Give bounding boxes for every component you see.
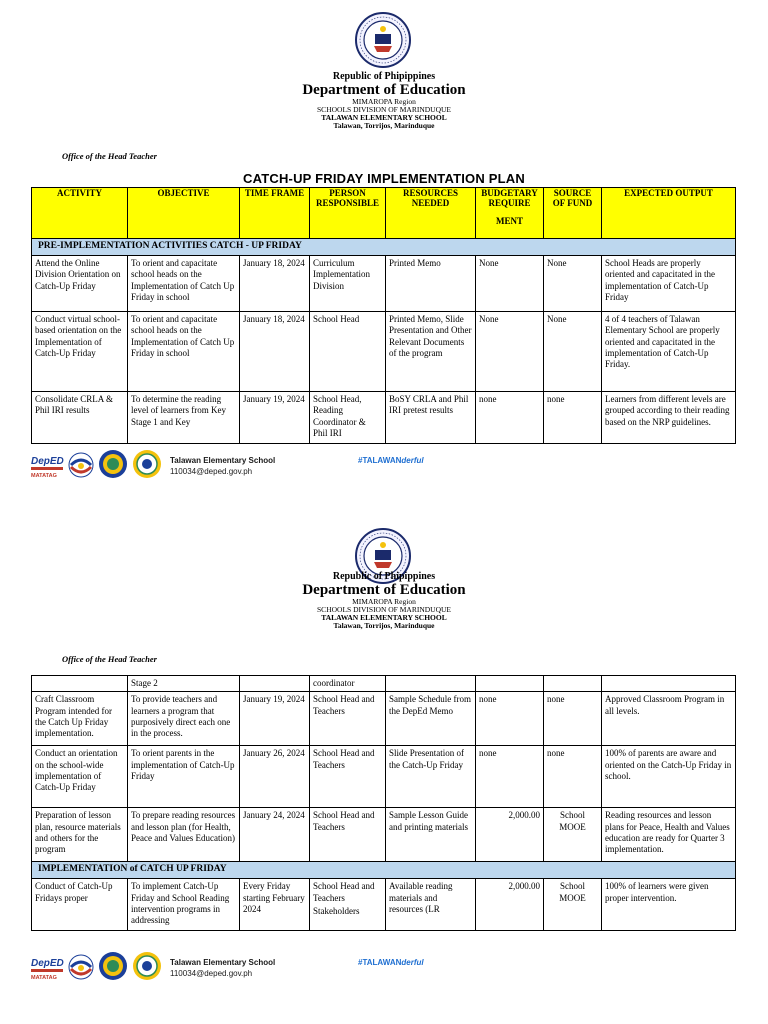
section-title-pre: PRE-IMPLEMENTATION ACTIVITIES CATCH - UP FRIDAY — [32, 239, 736, 256]
office-label: Office of the Head Teacher — [62, 151, 157, 161]
cell-source: none — [544, 692, 602, 746]
col-resources: RESOURCES NEEDED — [386, 188, 476, 239]
cell-objective: To prepare reading resources and lesson plan (for Health, Peace and Values Education) — [128, 808, 240, 862]
cell-objective: To orient and capacitate school heads on the Implementation of Catch Up Friday in school — [128, 256, 240, 312]
cell-activity: Conduct an orientation on the school-wide implementation of Catch-Up Friday — [32, 746, 128, 808]
cell-activity: Consolidate CRLA & Phil IRI results — [32, 392, 128, 444]
deped-logo-icon — [30, 452, 64, 480]
implementation-plan-table — [31, 187, 736, 444]
cell-budget: 2,000.00 — [476, 808, 544, 862]
cell-objective: To provide teachers and learners a program that purposively direct each one in the process. — [128, 692, 240, 746]
implementation-plan-table-continued — [31, 675, 736, 931]
cell-budget: none — [476, 692, 544, 746]
cell-time: January 18, 2024 — [240, 312, 310, 392]
cell-budget: None — [476, 312, 544, 392]
school-line: TALAWAN ELEMENTARY SCHOOL — [321, 113, 447, 122]
cell-budget: None — [476, 256, 544, 312]
cell-objective: Stage 2 — [128, 676, 240, 692]
cell-time: January 24, 2024 — [240, 808, 310, 862]
cell-person: coordinator — [310, 676, 386, 692]
cell-resources: Sample Schedule from the DepEd Memo — [386, 692, 476, 746]
col-budget-a: BUDGETARY REQUIRE — [481, 188, 538, 208]
col-budget — [476, 188, 544, 239]
table-header-row — [32, 188, 736, 239]
hashtag-part-b: derful — [401, 958, 424, 967]
document-page-1 — [0, 0, 768, 504]
cell-time: January 26, 2024 — [240, 746, 310, 808]
cell-output: Reading resources and lesson plans for Peace, Health and Values education are ready for Quarter 3 implementation. — [602, 808, 736, 862]
col-person: PERSON RESPONSIBLE — [310, 188, 386, 239]
page-footer — [0, 950, 768, 990]
col-objective: OBJECTIVE — [128, 188, 240, 239]
cell-person-b: Stakeholders — [313, 905, 360, 916]
letterhead — [0, 572, 768, 630]
cell-budget: 2,000.00 — [476, 879, 544, 931]
cell-objective: To implement Catch-Up Friday and School Reading intervention programs in addressing — [128, 879, 240, 931]
footer-hashtag — [358, 456, 424, 465]
plan-title: CATCH-UP FRIDAY IMPLEMENTATION PLAN — [243, 171, 525, 186]
address-line: Talawan, Torrijos, Marinduque — [333, 620, 435, 630]
cell-source — [544, 676, 602, 692]
footer-school-name: Talawan Elementary School — [170, 958, 276, 967]
division-line: SCHOOLS DIVISION OF MARINDUQUE — [317, 605, 451, 615]
table-row — [32, 692, 736, 746]
page-footer — [0, 448, 768, 488]
cell-person: School Head and Teachers — [310, 746, 386, 808]
col-output: EXPECTED OUTPUT — [602, 188, 736, 239]
section-row-pre — [32, 239, 736, 256]
cell-person: Curriculum Implementation Division — [310, 256, 386, 312]
cell-resources — [386, 676, 476, 692]
cell-resources: Printed Memo — [386, 256, 476, 312]
cell-objective: To orient and capacitate school heads on the Implementation of Catch Up Friday in school — [128, 312, 240, 392]
table-row — [32, 746, 736, 808]
hashtag-part-a: #TALAWAN — [358, 958, 402, 967]
deped-logo-icon — [30, 954, 64, 982]
cell-resources: Slide Presentation of the Catch-Up Friday — [386, 746, 476, 808]
cell-source: None — [544, 312, 602, 392]
cell-output: Learners from different levels are grouped according to their reading based on the NRP guidelines. — [602, 392, 736, 444]
cell-person: School Head and Teachers — [310, 808, 386, 862]
cell-output: 4 of 4 teachers of Talawan Elementary School are properly oriented and capacitated in the implementation of Catch-Up Friday. — [602, 312, 736, 392]
col-time-frame: TIME FRAME — [240, 188, 310, 239]
cell-source: School MOOE — [544, 879, 602, 931]
cell-source: none — [544, 392, 602, 444]
republic-line: Republic of Phipippines — [332, 571, 436, 582]
division-line: SCHOOLS DIVISION OF MARINDUQUE — [317, 105, 451, 115]
table-row — [32, 256, 736, 312]
cell-activity — [32, 676, 128, 692]
cell-activity: Conduct virtual school-based orientation on the Implementation of Catch-Up Friday — [32, 312, 128, 392]
cell-activity: Craft Classroom Program intended for the Catch Up Friday implementation. — [32, 692, 128, 746]
cell-person — [310, 879, 386, 931]
cell-time: January 19, 2024 — [240, 392, 310, 444]
col-activity: ACTIVITY — [32, 188, 128, 239]
school-seal-icon — [132, 951, 162, 981]
school-line: TALAWAN ELEMENTARY SCHOOL — [321, 613, 447, 622]
cell-time: January 19, 2024 — [240, 692, 310, 746]
cell-source: None — [544, 256, 602, 312]
cell-budget: none — [476, 746, 544, 808]
cell-activity: Attend the Online Division Orientation on Catch-Up Friday — [32, 256, 128, 312]
cell-source: none — [544, 746, 602, 808]
deped-seal-icon — [355, 12, 411, 68]
division-seal-icon — [98, 951, 128, 981]
cell-person: School Head — [310, 312, 386, 392]
table-row — [32, 808, 736, 862]
address-line: Talawan, Torrijos, Marinduque — [333, 120, 435, 130]
col-source: SOURCE OF FUND — [544, 188, 602, 239]
cell-budget — [476, 676, 544, 692]
matatag-text: MATATAG — [31, 975, 57, 981]
cell-output: 100% of learners were given proper intervention. — [602, 879, 736, 931]
cell-resources: BoSY CRLA and Phil IRI pretest results — [386, 392, 476, 444]
hashtag-part-a: #TALAWAN — [358, 456, 402, 465]
bagong-pilipinas-icon — [66, 954, 96, 982]
cell-budget: none — [476, 392, 544, 444]
matatag-text: MATATAG — [31, 473, 57, 479]
cell-time: January 18, 2024 — [240, 256, 310, 312]
letterhead — [0, 72, 768, 130]
republic-line: Republic of Phipippines — [332, 71, 436, 82]
office-label: Office of the Head Teacher — [62, 654, 157, 664]
cell-activity: Conduct of Catch-Up Fridays proper — [32, 879, 128, 931]
document-page-2 — [0, 504, 768, 1008]
hashtag-part-b: derful — [401, 456, 424, 465]
cell-objective: To determine the reading level of learners from Key Stage 1 and Key — [128, 392, 240, 444]
bagong-pilipinas-icon — [66, 452, 96, 480]
table-row — [32, 312, 736, 392]
cell-activity: Preparation of lesson plan, resource materials and others for the program — [32, 808, 128, 862]
cell-time: Every Friday starting February 2024 — [240, 879, 310, 931]
section-row-impl — [32, 862, 736, 879]
cell-source: School MOOE — [544, 808, 602, 862]
footer-hashtag — [358, 958, 424, 967]
region-line: MIMAROPA Region — [352, 97, 416, 107]
cell-person: School Head, Reading Coordinator & Phil IRI — [310, 392, 386, 444]
department-title: Department of Education — [302, 81, 466, 98]
cell-objective: To orient parents in the implementation of Catch-Up Friday — [128, 746, 240, 808]
table-row — [32, 879, 736, 931]
department-title: Department of Education — [302, 581, 466, 598]
cell-time — [240, 676, 310, 692]
table-row — [32, 676, 736, 692]
cell-output — [602, 676, 736, 692]
deped-logo-text: DepED — [31, 456, 64, 467]
cell-person-a: School Head and Teachers — [313, 881, 375, 903]
deped-logo-text: DepED — [31, 958, 64, 969]
footer-school-name: Talawan Elementary School — [170, 456, 276, 465]
region-line: MIMAROPA Region — [352, 597, 416, 607]
col-budget-b: MENT — [496, 215, 523, 226]
school-seal-icon — [132, 449, 162, 479]
cell-output: 100% of parents are aware and oriented on the Catch-Up Friday in school. — [602, 746, 736, 808]
cell-resources: Sample Lesson Guide and printing materials — [386, 808, 476, 862]
footer-email: 110034@deped.gov.ph — [170, 467, 253, 476]
cell-resources: Printed Memo, Slide Presentation and Other Relevant Documents of the program — [386, 312, 476, 392]
table-row — [32, 392, 736, 444]
cell-output: School Heads are properly oriented and capacitated in the implementation of Catch-Up Friday — [602, 256, 736, 312]
division-seal-icon — [98, 449, 128, 479]
footer-email: 110034@deped.gov.ph — [170, 969, 253, 978]
cell-resources: Available reading materials and resources (LR — [386, 879, 476, 931]
cell-output: Approved Classroom Program in all levels. — [602, 692, 736, 746]
cell-person: School Head and Teachers — [310, 692, 386, 746]
section-title-impl: IMPLEMENTATION of CATCH UP FRIDAY — [32, 862, 736, 879]
